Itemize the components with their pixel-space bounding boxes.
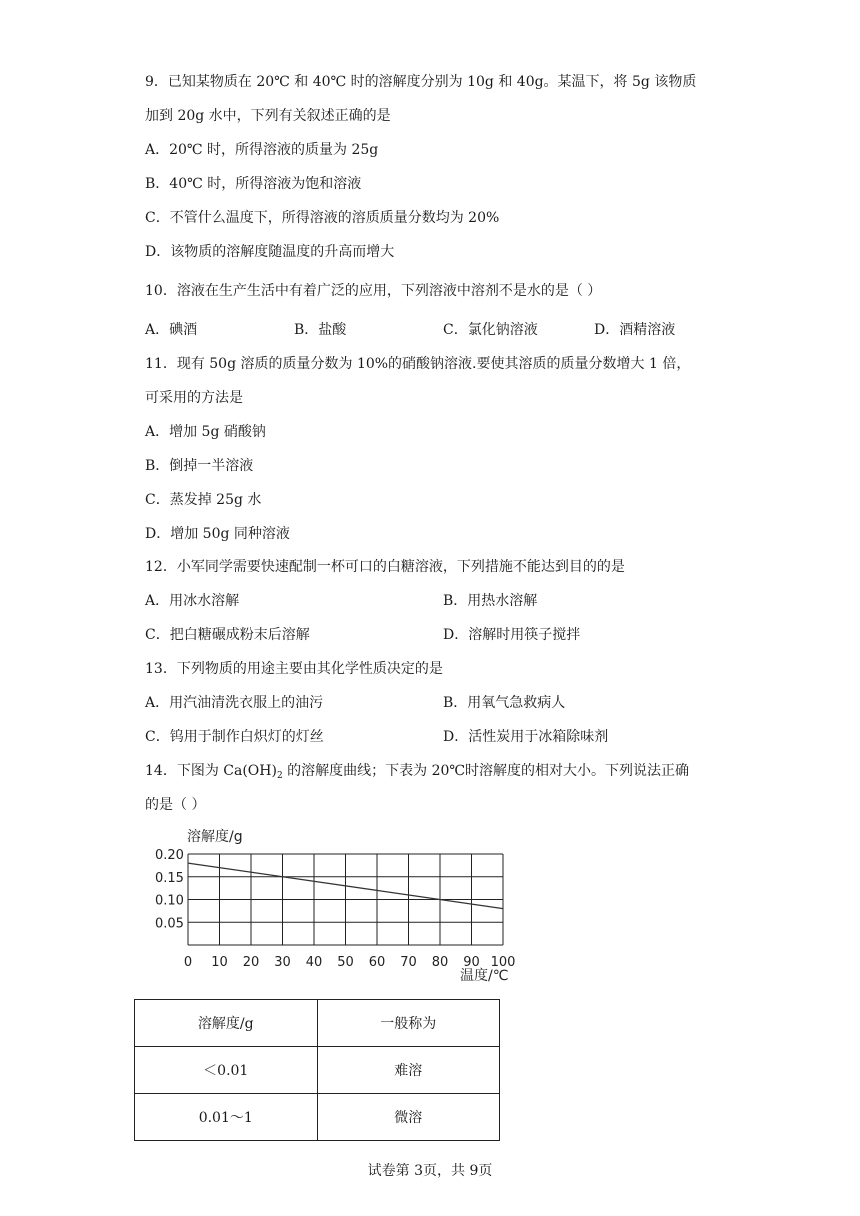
q13-stem: 13．下列物质的用途主要由其化学性质决定的是 <box>145 661 443 677</box>
y-tick-label: 0.15 <box>155 870 184 886</box>
q13-option-c: C．钨用于制作白炽灯的灯丝 <box>145 729 324 745</box>
x-tick-label: 20 <box>242 955 260 970</box>
q9-option-d: D．该物质的溶解度随温度的升高而增大 <box>145 244 395 260</box>
q12-option-b: B．用热水溶解 <box>443 593 538 609</box>
q14-stem-sub: 2 <box>276 771 283 781</box>
chart-y-ticks <box>155 848 184 931</box>
solubility-table <box>134 999 500 1141</box>
q11-option-a: A．增加 5g 硝酸钠 <box>145 424 266 440</box>
table-cell: 难溶 <box>317 1047 500 1094</box>
q12-option-d: D．溶解时用筷子搅拌 <box>443 627 581 643</box>
chart-xlabel: 温度/℃ <box>460 968 509 984</box>
q11-option-d: D．增加 50g 同种溶液 <box>145 526 290 542</box>
q12-option-a: A．用冰水溶解 <box>145 593 240 609</box>
x-tick-label: 100 <box>490 955 516 970</box>
q10-option-d: D．酒精溶液 <box>594 322 676 338</box>
q9-option-a: A．20℃ 时，所得溶液的质量为 25g <box>145 142 379 158</box>
q13-option-a: A．用汽油清洗衣服上的油污 <box>145 695 324 711</box>
x-tick-label: 90 <box>463 955 480 970</box>
x-tick-label: 80 <box>431 955 449 970</box>
table-cell: 微溶 <box>317 1094 500 1141</box>
x-tick-label: 60 <box>368 955 386 970</box>
table-header-row <box>135 1000 500 1047</box>
table-header-cell: 一般称为 <box>317 1000 500 1047</box>
table-cell: ＜0.01 <box>135 1047 318 1094</box>
chart-grid <box>188 854 503 945</box>
x-tick-label: 30 <box>274 955 291 970</box>
y-tick-label: 0.20 <box>155 848 184 863</box>
q11-stem-line1: 11．现有 50g 溶质的质量分数为 10%的硝酸钠溶液.要使其溶质的质量分数增大 1 倍， <box>145 356 691 372</box>
q10-option-c: C．氯化钠溶液 <box>443 322 538 338</box>
page-footer: 试卷第 3页，共 9页 <box>367 1163 493 1179</box>
q9-option-b: B．40℃ 时，所得溶液为饱和溶液 <box>145 176 362 192</box>
q14-stem-pre: 14．下图为 Ca(OH) <box>145 763 277 779</box>
table-row <box>135 1094 500 1141</box>
q14-stem-post: 的溶解度曲线；下表为 20℃时溶解度的相对大小。下列说法正确 <box>282 763 690 779</box>
q9-stem-line1: 9．已知某物质在 20℃ 和 40℃ 时的溶解度分别为 10g 和 40g。某温下，将 5g 该物质 <box>145 74 697 90</box>
q12-option-c: C．把白糖碾成粉末后溶解 <box>145 627 310 643</box>
q11-option-b: B．倒掉一半溶液 <box>145 458 254 474</box>
table-row <box>135 1047 500 1094</box>
x-tick-label: 0 <box>183 955 193 970</box>
x-tick-label: 10 <box>211 955 228 970</box>
y-tick-label: 0.05 <box>155 916 184 932</box>
x-tick-label: 70 <box>400 955 417 970</box>
q11-stem-line2: 可采用的方法是 <box>145 390 243 406</box>
table-cell: 0.01～1 <box>135 1094 318 1141</box>
q9-stem-line2: 加到 20g 水中，下列有关叙述正确的是 <box>145 108 391 124</box>
q14-stem-line2: 的是（ ） <box>145 797 206 813</box>
q12-stem: 12．小军同学需要快速配制一杯可口的白糖溶液，下列措施不能达到目的的是 <box>145 559 625 575</box>
x-tick-label: 40 <box>305 955 323 970</box>
q13-option-b: B．用氧气急救病人 <box>443 695 566 711</box>
q10-option-b: B．盐酸 <box>294 322 347 338</box>
table-header-cell: 溶解度/g <box>135 1000 318 1047</box>
x-tick-label: 50 <box>337 955 354 970</box>
chart-ylabel: 溶解度/g <box>187 829 243 845</box>
y-tick-label: 0.10 <box>155 893 184 909</box>
solubility-chart <box>150 822 530 987</box>
q14-stem-line1 <box>145 761 689 781</box>
solubility-table-body <box>135 1000 500 1141</box>
q10-stem: 10．溶液在生产生活中有着广泛的应用，下列溶液中溶剂不是水的是（ ） <box>145 283 602 299</box>
q11-option-c: C．蒸发掉 25g 水 <box>145 492 262 508</box>
q9-option-c: C．不管什么温度下，所得溶液的溶质质量分数均为 20% <box>145 210 500 226</box>
q13-option-d: D．活性炭用于冰箱除味剂 <box>443 729 609 745</box>
q10-option-a: A．碘酒 <box>145 322 198 338</box>
